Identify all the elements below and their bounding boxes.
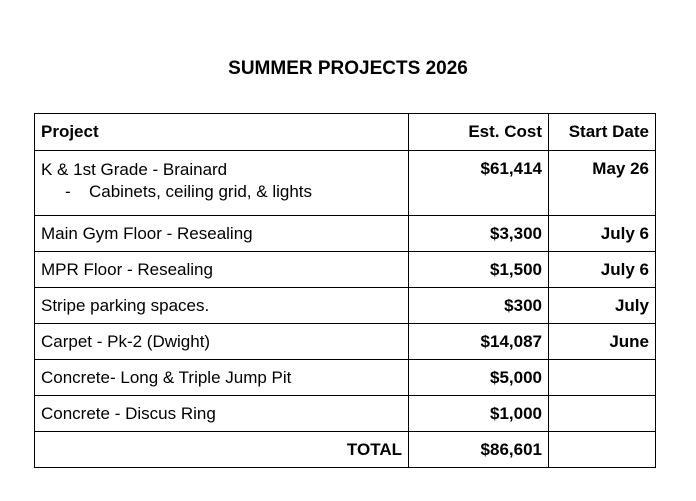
cost-cell: $5,000 [409, 360, 549, 396]
document-title: SUMMER PROJECTS 2026 [228, 58, 468, 79]
start-date-cell: July 6 [549, 216, 656, 252]
table-row [35, 216, 656, 252]
subitem-bullet: - [65, 182, 71, 201]
start-date-cell: July 6 [549, 252, 656, 288]
start-date-cell [549, 360, 656, 396]
total-start-date-cell [549, 432, 656, 468]
project-subitem [41, 181, 402, 203]
cost-cell: $14,087 [409, 324, 549, 360]
header-est-cost: Est. Cost [409, 114, 549, 151]
table-row [35, 288, 656, 324]
cost-cell: $300 [409, 288, 549, 324]
header-start-date: Start Date [549, 114, 656, 151]
project-cell: Stripe parking spaces. [35, 288, 409, 324]
start-date-cell [549, 396, 656, 432]
project-name: K & 1st Grade - Brainard [41, 160, 228, 179]
project-cell [35, 151, 409, 216]
cost-cell: $3,300 [409, 216, 549, 252]
projects-table [34, 113, 656, 468]
total-label: TOTAL [35, 432, 409, 468]
project-cell: Concrete- Long & Triple Jump Pit [35, 360, 409, 396]
cost-cell: $1,000 [409, 396, 549, 432]
table-row [35, 252, 656, 288]
cost-cell: $61,414 [409, 151, 549, 216]
total-row [35, 432, 656, 468]
table-row [35, 324, 656, 360]
table-row [35, 151, 656, 216]
header-row [35, 114, 656, 151]
total-cost: $86,601 [409, 432, 549, 468]
start-date-cell: May 26 [549, 151, 656, 216]
start-date-cell: June [549, 324, 656, 360]
table-row [35, 360, 656, 396]
project-cell: Carpet - Pk-2 (Dwight) [35, 324, 409, 360]
project-cell: Main Gym Floor - Resealing [35, 216, 409, 252]
table-row [35, 396, 656, 432]
project-cell: Concrete - Discus Ring [35, 396, 409, 432]
cost-cell: $1,500 [409, 252, 549, 288]
project-cell: MPR Floor - Resealing [35, 252, 409, 288]
start-date-cell: July [549, 288, 656, 324]
header-project: Project [35, 114, 409, 151]
subitem-text: Cabinets, ceiling grid, & lights [89, 182, 313, 201]
